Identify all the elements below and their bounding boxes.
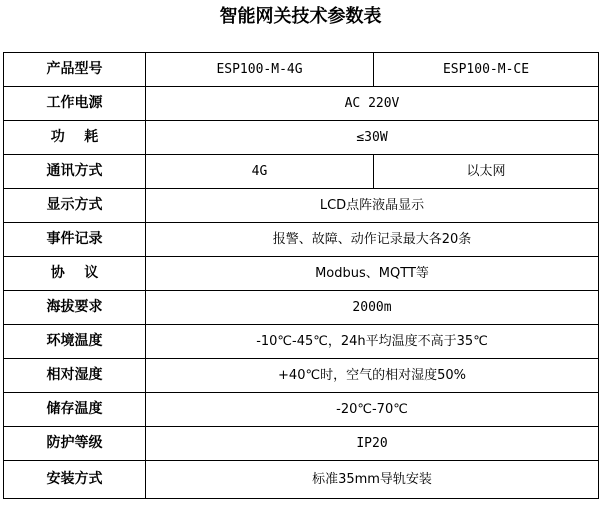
row-value: LCD点阵液晶显示 — [146, 189, 599, 223]
table-row — [4, 189, 599, 223]
row-label: 环境温度 — [4, 325, 146, 359]
row-value: -10℃-45℃，24h平均温度不高于35℃ — [146, 325, 599, 359]
row-label: 协 议 — [4, 257, 146, 291]
row-label: 产品型号 — [4, 53, 146, 87]
row-label: 显示方式 — [4, 189, 146, 223]
row-label: 相对湿度 — [4, 359, 146, 393]
row-value: AC 220V — [146, 87, 599, 121]
table-row — [4, 53, 599, 87]
row-label: 防护等级 — [4, 427, 146, 461]
row-value: 4G — [146, 155, 374, 189]
row-value: IP20 — [146, 427, 599, 461]
row-value: -20℃-70℃ — [146, 393, 599, 427]
document-title: 智能网关技术参数表 — [219, 6, 382, 27]
table-row — [4, 359, 599, 393]
row-label: 海拔要求 — [4, 291, 146, 325]
row-value: 2000m — [146, 291, 599, 325]
row-label: 事件记录 — [4, 223, 146, 257]
table-row — [4, 427, 599, 461]
row-value: 标准35mm导轨安装 — [146, 461, 599, 499]
row-value: ESP100-M-CE — [374, 53, 599, 87]
spec-table — [3, 52, 599, 499]
table-row — [4, 87, 599, 121]
row-value: 报警、故障、动作记录最大各20条 — [146, 223, 599, 257]
row-value: 以太网 — [374, 155, 599, 189]
table-row — [4, 393, 599, 427]
row-label: 储存温度 — [4, 393, 146, 427]
table-row — [4, 223, 599, 257]
row-value: ≤30W — [146, 121, 599, 155]
table-row — [4, 325, 599, 359]
row-value: Modbus、MQTT等 — [146, 257, 599, 291]
row-label: 工作电源 — [4, 87, 146, 121]
row-value: +40℃时，空气的相对湿度50% — [146, 359, 599, 393]
table-row — [4, 461, 599, 499]
row-label: 功 耗 — [4, 121, 146, 155]
table-row — [4, 121, 599, 155]
table-row — [4, 291, 599, 325]
table-row — [4, 155, 599, 189]
row-label: 安装方式 — [4, 461, 146, 499]
table-row — [4, 257, 599, 291]
row-value: ESP100-M-4G — [146, 53, 374, 87]
row-label: 通讯方式 — [4, 155, 146, 189]
